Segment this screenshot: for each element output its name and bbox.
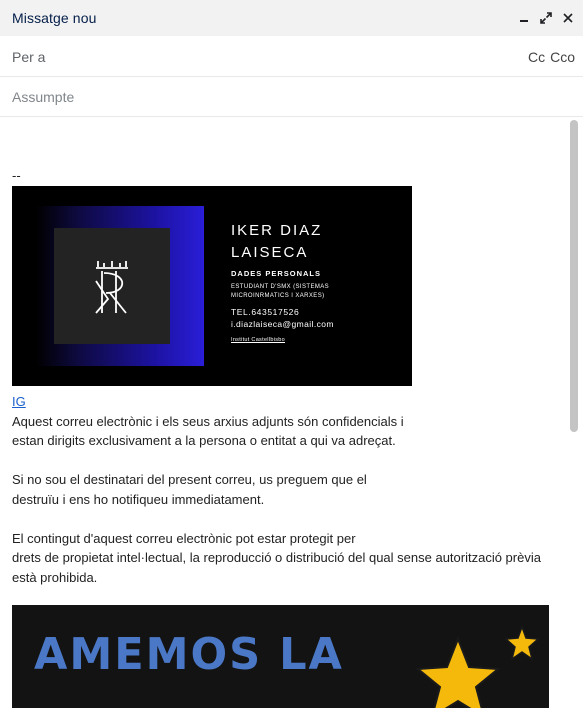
subject-row bbox=[0, 77, 583, 117]
compose-title: Missatge nou bbox=[12, 10, 97, 26]
star-icon bbox=[502, 623, 542, 663]
disclaimer-line: destruïu i ens ho notifiqueu immediatament. bbox=[12, 491, 265, 507]
disclaimer-line: està prohibida. bbox=[12, 569, 98, 585]
disclaimer-paragraph-3 bbox=[12, 529, 557, 588]
card-phone: TEL.643517526 bbox=[231, 307, 300, 317]
close-icon[interactable] bbox=[559, 9, 577, 27]
card-name-line1: IKER DIAZ bbox=[231, 222, 323, 239]
cc-button[interactable]: Cc bbox=[527, 48, 546, 65]
card-institute: Institut Castellbisbo bbox=[231, 337, 285, 343]
signature-card-image bbox=[12, 186, 412, 386]
bcc-button[interactable]: Cco bbox=[550, 48, 575, 65]
compose-title-bar[interactable] bbox=[0, 0, 583, 36]
card-name-line2: LAISECA bbox=[231, 244, 309, 261]
disclaimer-paragraph-1 bbox=[12, 412, 557, 451]
to-label: Per a bbox=[12, 48, 46, 65]
message-body[interactable] bbox=[0, 118, 583, 708]
cc-bcc-links bbox=[528, 49, 575, 65]
to-input[interactable] bbox=[53, 45, 528, 69]
recipients-row bbox=[0, 37, 583, 77]
message-body-content[interactable] bbox=[12, 166, 557, 587]
card-name bbox=[231, 220, 322, 264]
card-section-title: DADES PERSONALS bbox=[231, 269, 322, 278]
disclaimer-line: El contingut d'aquest correu electrònic pot estar protegit per bbox=[12, 530, 356, 546]
minimize-icon[interactable] bbox=[515, 9, 533, 27]
disclaimer-paragraph-2 bbox=[12, 470, 557, 509]
scrollbar-thumb[interactable] bbox=[570, 120, 578, 432]
card-study: ESTUDIANT D'SMX (SISTEMAS MICROINRMATICS I XARXES) bbox=[231, 284, 330, 299]
instagram-link[interactable]: IG bbox=[12, 394, 26, 409]
banner-text: AMEMOS LA bbox=[34, 629, 344, 680]
subject-input[interactable] bbox=[12, 85, 575, 109]
logo-monogram bbox=[92, 259, 134, 317]
window-controls bbox=[515, 9, 577, 27]
disclaimer-line: drets de propietat intel·lectual, la reproducció o distribució del qual sense autorització prèvia bbox=[12, 550, 541, 565]
disclaimer-line: estan dirigits exclusivament a la persona o entitat a qui va adreçat. bbox=[12, 433, 396, 448]
banner-image bbox=[12, 605, 549, 708]
disclaimer-line: Aquest correu electrònic i els seus arxius adjunts són confidencials i bbox=[12, 413, 404, 429]
disclaimer-line: Si no sou el destinatari del present correu, us preguem que el bbox=[12, 472, 367, 487]
signature-separator: -- bbox=[12, 168, 21, 183]
card-email: i.diazlaiseca@gmail.com bbox=[231, 319, 334, 329]
expand-icon[interactable] bbox=[537, 9, 555, 27]
